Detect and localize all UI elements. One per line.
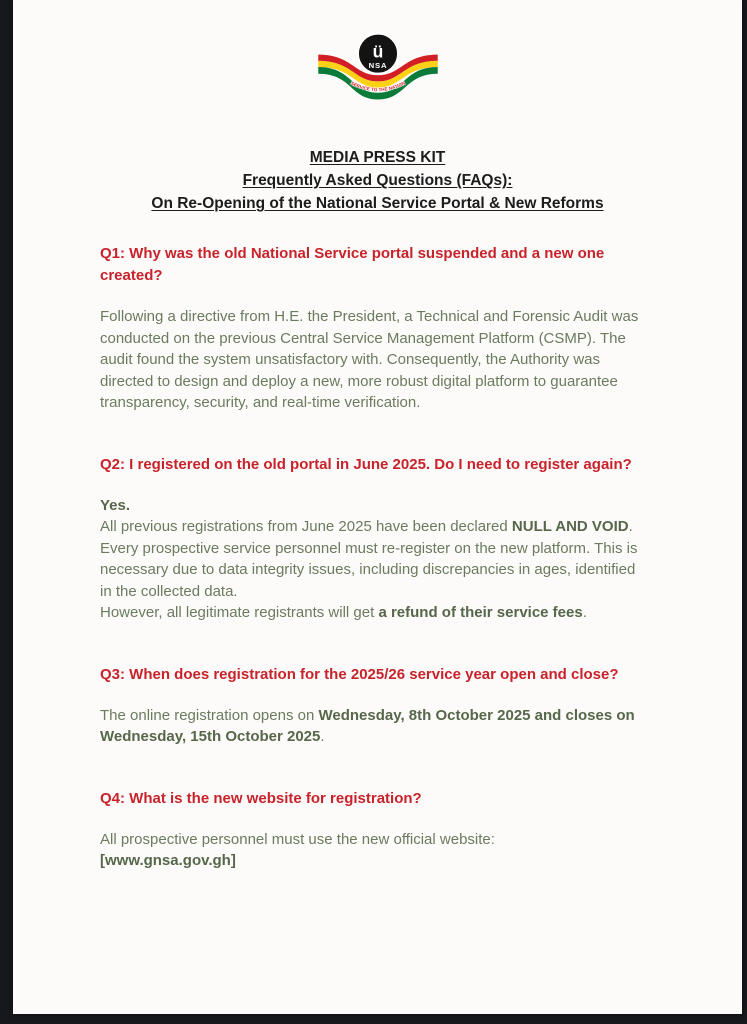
faq-answer [100,829,648,872]
faq-list [13,243,742,872]
answer-text: The online registration opens on [100,706,319,724]
answer-line [100,705,648,748]
faq-item [100,243,648,414]
answer-text: . Every prospective service personnel must re-register on the new platform. This is necessary due to data integrity issues, including discrepancies in ages, identified in the collected data. [100,518,638,600]
document-page [13,0,742,1014]
answer-text: . [320,728,325,745]
title-line-1: MEDIA PRESS KIT [309,149,446,166]
title-line-3: On Re-Opening of the National Service Portal & New Reforms [151,195,604,212]
faq-question: Q4: What is the new website for registration? [100,789,422,807]
logo-glyph: ü [372,41,383,62]
faq-answer [100,495,648,624]
nsa-logo-icon [316,32,440,101]
answer-line [100,850,648,872]
faq-question: Q2: I registered on the old portal in June 2025. Do I need to register again? [100,455,632,473]
answer-text-bold: a refund of their service fees [378,604,583,621]
document-title [13,146,742,215]
answer-text: All previous registrations from June 2025 have been declared [100,518,512,535]
answer-line [100,306,648,414]
answer-text: However, all legitimate registrants will get [100,604,379,621]
answer-text: Following a directive from H.E. the President, a Technical and Forensic Audit was conducted on the previous Central Service Management Platform (CSMP). The audit found the system unsatisfactory with. Consequently, the Authority was directed to design and deploy a new, more robust digital platform to guarantee transparency, security, and real-time verification. [100,308,639,411]
faq-item [100,664,648,748]
faq-item [100,454,648,624]
answer-line [100,829,648,851]
faq-question: Q3: When does registration for the 2025/26 service year open and close? [100,665,619,683]
logo-motto: SERVICE TO THE NATION [349,80,406,93]
faq-answer [100,705,648,748]
logo-abbr: NSA [368,61,387,71]
answer-line [100,602,648,624]
answer-line [100,495,648,517]
logo-container [13,0,742,106]
answer-text-bold: Wednesday, 8th October 2025 and closes on Wednesday, 15th October 2025 [100,706,635,745]
faq-answer [100,306,648,414]
answer-text-bold: Yes. [100,496,131,514]
answer-text: . [582,604,587,621]
answer-text: All prospective personnel must use the new official website: [100,830,495,848]
answer-text-bold: [www.gnsa.gov.gh] [100,852,236,869]
faq-question: Q1: Why was the old National Service portal suspended and a new one created? [100,245,605,284]
faq-item [100,788,648,872]
answer-line [100,516,648,602]
title-line-2: Frequently Asked Questions (FAQs): [242,172,513,189]
answer-text-bold: NULL AND VOID [511,518,629,535]
